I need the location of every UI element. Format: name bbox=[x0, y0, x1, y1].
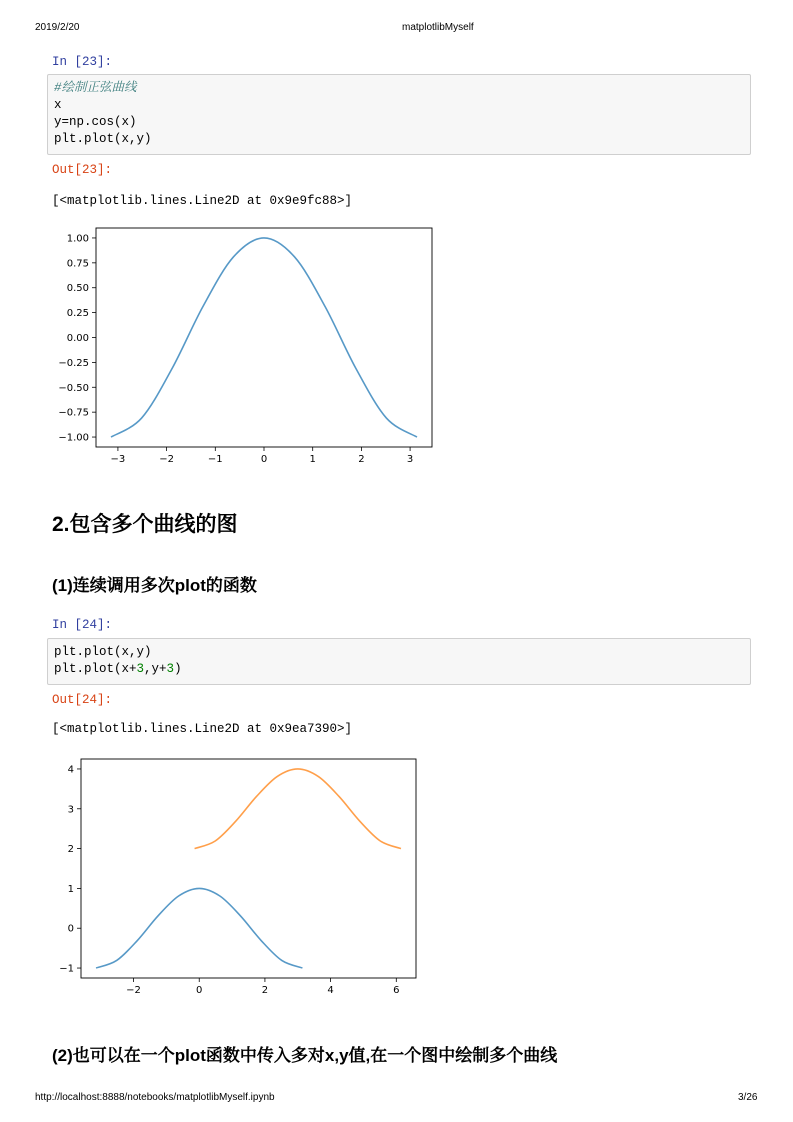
x-tick-label: −3 bbox=[110, 454, 126, 465]
code-token: ) bbox=[174, 662, 182, 676]
x-tick-label: −1 bbox=[207, 454, 223, 465]
print-date: 2019/2/20 bbox=[35, 22, 80, 33]
code-number: 3 bbox=[136, 662, 145, 676]
in-prompt-23: In [23]: bbox=[52, 55, 113, 69]
x-tick-label: 4 bbox=[327, 985, 334, 996]
y-tick-label: 0.50 bbox=[66, 283, 89, 295]
y-tick-label: −1 bbox=[59, 963, 74, 975]
axes-frame bbox=[81, 759, 416, 978]
code-line: plt.plot(x,y) bbox=[54, 645, 152, 659]
y-tick-label: 1.00 bbox=[66, 233, 89, 245]
code-number: 3 bbox=[166, 662, 175, 676]
y-tick-label: 2 bbox=[67, 844, 74, 856]
x-tick-label: 2 bbox=[261, 985, 269, 996]
print-title: matplotlibMyself bbox=[402, 22, 474, 33]
x-tick-label: −2 bbox=[126, 985, 141, 996]
y-tick-label: −1.00 bbox=[58, 432, 89, 444]
page-number: 3/26 bbox=[738, 1092, 758, 1103]
y-tick-label: −0.50 bbox=[58, 382, 89, 394]
out-prompt-23: Out[23]: bbox=[52, 163, 113, 177]
x-tick-label: 2 bbox=[358, 454, 365, 465]
y-tick-label: 0.00 bbox=[66, 333, 89, 344]
output-text-24: [<matplotlib.lines.Line2D at 0x9ea7390>] bbox=[52, 722, 353, 736]
x-tick-label: 0 bbox=[196, 985, 203, 996]
output-text-23: [<matplotlib.lines.Line2D at 0x9e9fc88>] bbox=[52, 194, 353, 208]
y-tick-label: 1 bbox=[67, 883, 74, 895]
code-token: plt.plot(x+ bbox=[54, 662, 137, 676]
in-prompt-24: In [24]: bbox=[52, 618, 113, 632]
y-tick-label: 0.75 bbox=[66, 258, 89, 270]
y-tick-label: 0 bbox=[67, 923, 74, 935]
section-heading: 2.包含多个曲线的图 bbox=[52, 513, 238, 536]
code-line: x bbox=[54, 98, 62, 112]
series-line bbox=[195, 769, 401, 849]
x-tick-label: 0 bbox=[260, 454, 268, 465]
x-tick-label: −2 bbox=[159, 454, 174, 465]
code-line: #绘制正弦曲线 bbox=[54, 81, 137, 95]
series-line bbox=[96, 888, 302, 968]
x-tick-label: 6 bbox=[393, 985, 400, 996]
x-tick-label: 1 bbox=[309, 454, 316, 465]
code-line: plt.plot(x,y) bbox=[54, 132, 152, 146]
code-line: y=np.cos(x) bbox=[54, 115, 137, 129]
code-token: ,y+ bbox=[144, 662, 167, 676]
y-tick-label: 3 bbox=[67, 804, 74, 816]
print-url: http://localhost:8888/notebooks/matplotlibMyself.ipynb bbox=[35, 1092, 275, 1103]
subsection-heading-1: (1)连续调用多次plot的函数 bbox=[52, 576, 257, 595]
y-tick-label: 4 bbox=[67, 764, 74, 776]
y-tick-label: 0.25 bbox=[66, 308, 89, 320]
out-prompt-24: Out[24]: bbox=[52, 693, 113, 707]
y-tick-label: −0.75 bbox=[58, 407, 89, 419]
subsection-heading-2: (2)也可以在一个plot函数中传入多对x,y值,在一个图中绘制多个曲线 bbox=[52, 1046, 558, 1065]
x-tick-label: 3 bbox=[406, 454, 414, 465]
y-tick-label: −0.25 bbox=[58, 357, 89, 369]
